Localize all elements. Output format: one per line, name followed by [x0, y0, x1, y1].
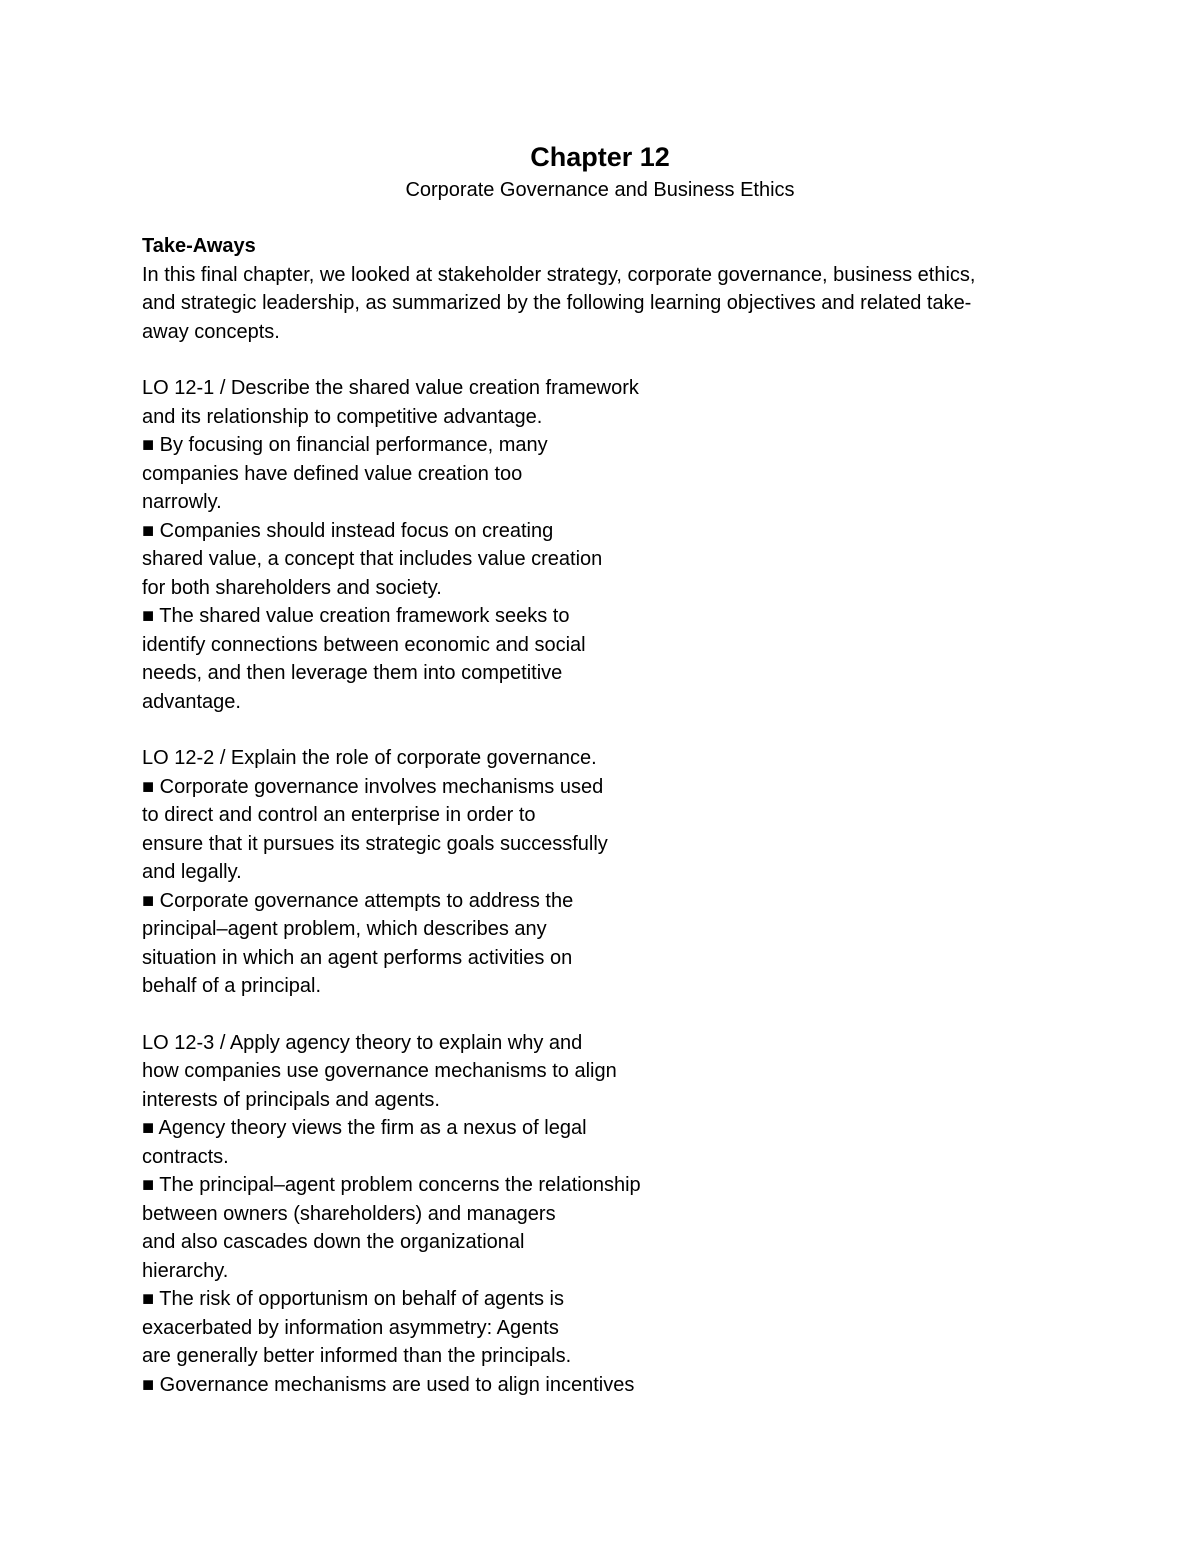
text-line: ■ Companies should instead focus on creating — [142, 519, 554, 542]
text-line: contracts. — [142, 1145, 229, 1168]
text-line: ■ By focusing on financial performance, many — [142, 434, 548, 456]
paragraph-gap — [142, 716, 1062, 744]
text-line: shared value, a concept that includes value creation — [142, 548, 603, 570]
text-line: LO 12-3 / Apply agency theory to explain why and — [142, 1031, 583, 1054]
text-line: In this final chapter, we looked at stakeholder strategy, corporate governance, business ethics, — [142, 263, 976, 286]
document-body — [142, 232, 1062, 1399]
text-line: and its relationship to competitive advantage. — [142, 405, 543, 428]
text-line: ■ Agency theory views the firm as a nexus of legal — [142, 1117, 587, 1139]
text-line: ■ The risk of opportunism on behalf of agents is — [142, 1288, 564, 1310]
intro-paragraph — [142, 261, 1062, 347]
text-line: LO 12-2 / Explain the role of corporate governance. — [142, 747, 597, 769]
text-line: ■ The principal–agent problem concerns the relationship — [142, 1174, 641, 1196]
text-line: how companies use governance mechanisms to align — [142, 1060, 617, 1082]
text-line: are generally better informed than the principals. — [142, 1345, 572, 1367]
text-line: and strategic leadership, as summarized by the following learning objectives and related take- — [142, 292, 972, 314]
text-line: for both shareholders and society. — [142, 576, 442, 599]
text-line: hierarchy. — [142, 1259, 229, 1282]
text-line: ■ Governance mechanisms are used to align incentives — [142, 1373, 635, 1396]
text-line: between owners (shareholders) and managers — [142, 1202, 556, 1225]
text-line: principal–agent problem, which describes any — [142, 918, 547, 940]
paragraph-gap — [142, 1001, 1062, 1029]
lo-12-2-block — [142, 744, 1062, 1001]
text-line: to direct and control an enterprise in order to — [142, 804, 536, 826]
text-line: ensure that it pursues its strategic goals successfully — [142, 832, 608, 855]
text-line: situation in which an agent performs activities on — [142, 946, 573, 969]
section-heading: Take-Aways — [142, 235, 256, 257]
text-line: ■ Corporate governance involves mechanisms used — [142, 775, 604, 798]
text-line: narrowly. — [142, 491, 222, 513]
lo-12-1-block — [142, 374, 1062, 716]
text-line: ■ The shared value creation framework seeks to — [142, 605, 570, 627]
text-line: away concepts. — [142, 320, 280, 343]
text-line: interests of principals and agents. — [142, 1088, 440, 1111]
text-line: needs, and then leverage them into competitive — [142, 662, 563, 684]
text-line: and also cascades down the organizational — [142, 1231, 525, 1253]
text-line: behalf of a principal. — [142, 975, 322, 997]
paragraph-gap — [142, 346, 1062, 374]
chapter-title: Chapter 12 — [530, 142, 670, 172]
text-line: exacerbated by information asymmetry: Agents — [142, 1316, 559, 1339]
chapter-subtitle: Corporate Governance and Business Ethics — [405, 179, 795, 201]
text-line: and legally. — [142, 861, 242, 883]
lo-12-3-block — [142, 1029, 1062, 1400]
text-line: ■ Corporate governance attempts to address the — [142, 889, 574, 912]
text-line: identify connections between economic and social — [142, 633, 586, 656]
text-line: advantage. — [142, 690, 241, 713]
text-line: LO 12-1 / Describe the shared value creation framework — [142, 377, 639, 399]
text-line: companies have defined value creation too — [142, 462, 523, 485]
